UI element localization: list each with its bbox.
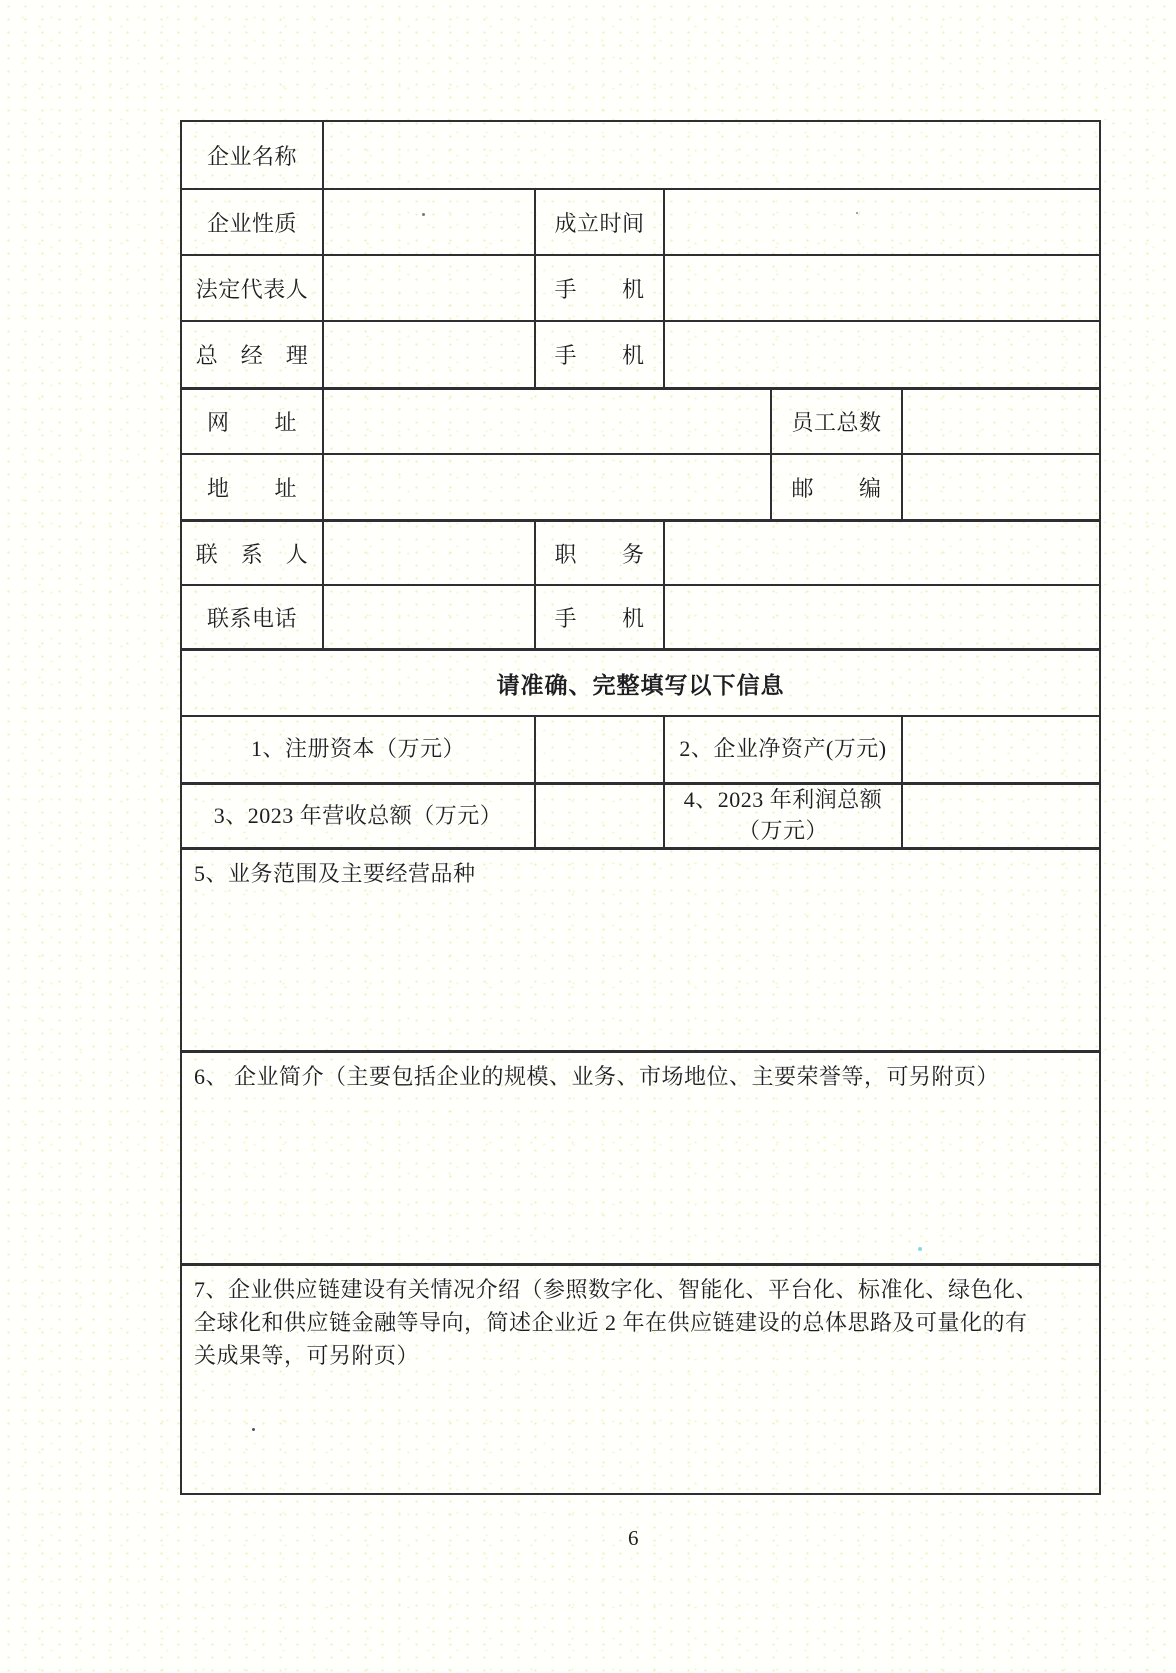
field-label-contact-mobile: 手 机: [536, 586, 665, 648]
scan-artifact: [252, 1428, 255, 1431]
input-position[interactable]: [665, 522, 1099, 584]
input-company-nature[interactable]: [324, 190, 536, 254]
row-legal-representative: [182, 254, 1099, 320]
scan-artifact: [918, 1247, 922, 1251]
company-info-form: [180, 120, 1101, 1495]
field-label-address: 地 址: [182, 455, 324, 519]
row-contact-person: [182, 519, 1099, 584]
input-contact-mobile[interactable]: [665, 586, 1099, 648]
field-label-employee-count: 员工总数: [772, 390, 903, 453]
input-net-assets[interactable]: [903, 717, 1099, 782]
fill-instruction-header: 请准确、完整填写以下信息: [496, 672, 785, 698]
input-contact-phone[interactable]: [324, 586, 536, 648]
section-supply-chain-line3: 关成果等，可另附页）: [194, 1343, 420, 1368]
field-label-profit-2023: 4、2023 年利润总额（万元）: [665, 785, 903, 847]
field-label-contact-person: 联 系 人: [182, 522, 324, 584]
field-label-website: 网 址: [182, 390, 324, 453]
section-business-scope[interactable]: [182, 850, 1099, 1050]
field-label-position: 职 务: [536, 522, 665, 584]
field-label-founding-date: 成立时间: [536, 190, 665, 254]
row-business-scope: [182, 847, 1099, 1050]
section-supply-chain-line1: 7、企业供应链建设有关情况介绍（参照数字化、智能化、平台化、标准化、绿色化、: [194, 1277, 1039, 1302]
scan-artifact: [422, 213, 425, 216]
field-label-net-assets: 2、企业净资产(万元): [665, 717, 903, 782]
section-company-profile-title: 6、 企业简介（主要包括企业的规模、业务、市场地位、主要荣誉等，可另附页）: [194, 1064, 1000, 1089]
field-label-contact-phone: 联系电话: [182, 586, 324, 648]
input-address[interactable]: [324, 455, 772, 519]
field-label-company-nature: 企业性质: [182, 190, 324, 254]
input-profit-2023[interactable]: [903, 785, 1099, 847]
row-company-profile: [182, 1050, 1099, 1263]
field-label-legal-rep-mobile: 手 机: [536, 256, 665, 320]
input-legal-rep-mobile[interactable]: [665, 256, 1099, 320]
input-legal-representative[interactable]: [324, 256, 536, 320]
input-employee-count[interactable]: [903, 390, 1099, 453]
input-company-name[interactable]: [324, 122, 1099, 188]
row-fill-instruction: [182, 648, 1099, 715]
row-capital-netassets: [182, 715, 1099, 782]
page-number: 6: [628, 1526, 639, 1550]
row-revenue-profit: [182, 782, 1099, 847]
field-label-registered-capital: 1、注册资本（万元）: [182, 717, 536, 782]
row-contact-phone: [182, 584, 1099, 648]
row-address: [182, 453, 1099, 519]
input-gm-mobile[interactable]: [665, 322, 1099, 387]
row-general-manager: [182, 320, 1099, 387]
row-supply-chain: [182, 1263, 1099, 1493]
field-label-legal-representative: 法定代表人: [182, 256, 324, 320]
field-label-gm-mobile: 手 机: [536, 322, 665, 387]
input-general-manager[interactable]: [324, 322, 536, 387]
field-label-company-name: 企业名称: [182, 122, 324, 188]
row-company-nature: [182, 188, 1099, 254]
input-revenue-2023[interactable]: [536, 785, 665, 847]
row-company-name: [182, 122, 1099, 188]
section-supply-chain-line2: 全球化和供应链金融等导向，简述企业近 2 年在供应链建设的总体思路及可量化的有: [194, 1310, 1028, 1335]
section-supply-chain[interactable]: [182, 1266, 1099, 1493]
input-founding-date[interactable]: [665, 190, 1099, 254]
input-registered-capital[interactable]: [536, 717, 665, 782]
row-website: [182, 387, 1099, 453]
input-website[interactable]: [324, 390, 772, 453]
section-business-scope-title: 5、业务范围及主要经营品种: [194, 861, 476, 886]
field-label-postal-code: 邮 编: [772, 455, 903, 519]
section-company-profile[interactable]: [182, 1053, 1099, 1263]
scan-artifact: [856, 212, 858, 214]
input-contact-person[interactable]: [324, 522, 536, 584]
field-label-general-manager: 总 经 理: [182, 322, 324, 387]
input-postal-code[interactable]: [903, 455, 1099, 519]
field-label-revenue-2023: 3、2023 年营收总额（万元）: [182, 785, 536, 847]
